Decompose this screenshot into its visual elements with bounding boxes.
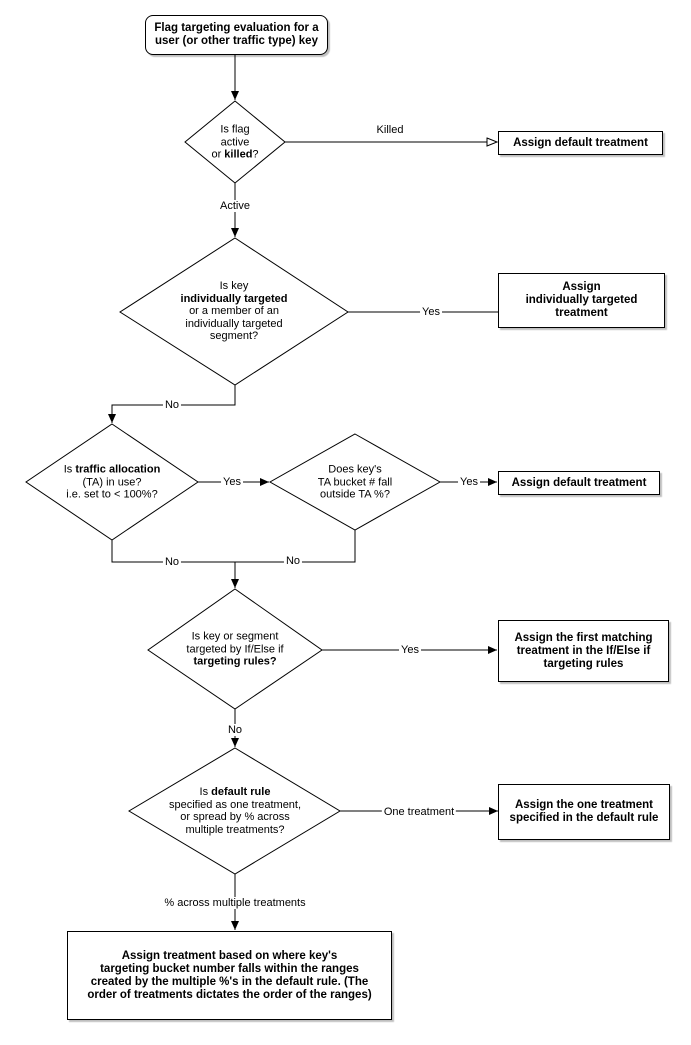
decision-line: Is flag	[220, 123, 250, 136]
node-line: Assign default treatment	[511, 476, 647, 489]
edge-label-yes-bucket: Yes	[460, 476, 478, 488]
decision-line: active	[220, 135, 250, 148]
decision-line: targeted by If/Else if	[186, 642, 284, 655]
node-line: targeting rules	[543, 657, 624, 670]
decision-line: TA bucket # fall	[317, 475, 393, 488]
edge-label-yes-traffic: Yes	[223, 476, 241, 488]
node-start	[145, 15, 328, 55]
edge-label-yes-individual: Yes	[422, 306, 440, 318]
node-line: Assign default treatment	[513, 136, 648, 149]
node-assign-individually-targeted	[498, 273, 665, 328]
edge-label-killed: Killed	[376, 124, 404, 136]
decision-line: outside TA %?	[320, 488, 390, 501]
decision-line: or spread by % across	[180, 811, 290, 823]
node-start-line: Flag targeting evaluation for a	[154, 22, 319, 34]
node-line: specified in the default rule	[509, 812, 659, 824]
node-line: Assign the first matching	[514, 631, 653, 644]
node-line: individually targeted	[525, 294, 638, 306]
node-assign-by-ranges	[67, 931, 392, 1020]
edge-label-no-bucket: No	[285, 555, 301, 567]
edge-label-no-individual: No	[164, 399, 180, 411]
decision-line: or a member of an	[189, 304, 279, 317]
decision-line: targeting rules?	[193, 655, 277, 668]
decision-line: Is key	[219, 279, 249, 292]
decision-traffic-allocation-text	[64, 463, 161, 501]
node-assign-default-treatment-killed	[498, 131, 663, 155]
node-line: Assign treatment based on where key's	[121, 949, 338, 962]
node-line: Assign the one treatment	[514, 799, 654, 811]
decision-line: individually targeted	[180, 292, 288, 305]
decision-line: segment?	[209, 329, 259, 342]
edge-label-pct-across: % across multiple treatments	[164, 897, 306, 909]
node-start-line: user (or other traffic type) key	[155, 35, 318, 47]
decision-line: (TA) in use?	[82, 475, 142, 488]
node-assign-first-matching	[498, 620, 669, 682]
edge-label-no-rules: No	[227, 724, 243, 736]
node-line: Assign	[562, 281, 601, 293]
edge-label-no-traffic: No	[164, 556, 180, 568]
decision-line: Is key or segment	[191, 630, 279, 643]
node-line: order of treatments dictates the order of the ranges)	[87, 988, 372, 1001]
node-assign-default-treatment-ta	[498, 471, 660, 495]
decision-line: individually targeted	[185, 317, 283, 330]
decision-line: Does key's	[328, 463, 382, 476]
node-assign-one-treatment	[498, 784, 670, 840]
edge-label-yes-rules: Yes	[401, 644, 419, 656]
decision-line: Is traffic allocation	[63, 463, 161, 476]
decision-flag-active-text	[211, 123, 258, 161]
edge-label-one-treatment: One treatment	[383, 806, 455, 818]
decision-line: specified as one treatment,	[168, 798, 302, 811]
decision-line: i.e. set to < 100%?	[66, 488, 158, 501]
decision-line: Is default rule	[199, 786, 271, 798]
edge-label-active: Active	[220, 200, 250, 212]
node-line: treatment	[555, 307, 608, 319]
node-line: treatment in the If/Else if	[516, 644, 651, 657]
decision-targeting-rules-text	[186, 630, 283, 668]
decision-individually-targeted-text	[181, 280, 288, 343]
decision-default-rule-text	[169, 786, 301, 836]
node-line: targeting bucket number falls within the ranges	[100, 962, 359, 975]
node-line: created by the multiple %'s in the default rule. (The	[90, 975, 369, 988]
decision-line: multiple treatments?	[185, 823, 285, 836]
decision-line: or killed?	[211, 148, 259, 161]
decision-ta-bucket-text	[318, 463, 392, 501]
